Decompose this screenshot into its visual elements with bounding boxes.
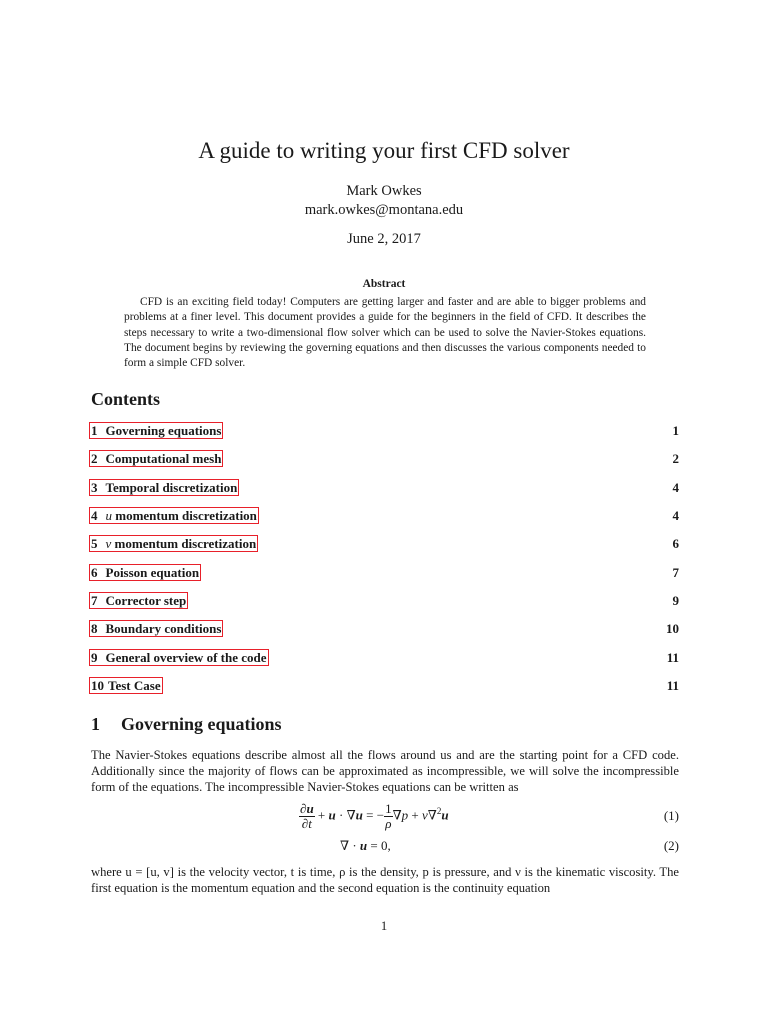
toc-row (89, 649, 679, 667)
toc-page-number: 6 (672, 536, 679, 551)
page-number: 1 (380, 919, 388, 933)
toc-row (89, 592, 679, 610)
toc-link-general-overview[interactable] (89, 649, 269, 666)
equation-number: (1) (663, 808, 679, 823)
toc-row (89, 479, 679, 497)
toc-link-test-case[interactable] (89, 677, 163, 694)
toc-page-number: 2 (672, 451, 679, 466)
toc-page-number: 10 (666, 621, 679, 636)
toc-number: 8 (91, 621, 98, 636)
author-email: mark.owkes@montana.edu (304, 202, 464, 218)
toc-title-variable: u (105, 508, 112, 523)
toc-title-variable: v (105, 536, 112, 551)
toc-page-number: 4 (672, 480, 679, 495)
body-paragraph: The Navier-Stokes equations describe almost all the flows around us and are the starting point for a CFD code. Additionally since the majority of flows can be approximated as incompressible, we will solve the incompressible form of the equations. The incompressible Navier-Stokes equations can be written as (91, 748, 679, 794)
equation-number: (2) (663, 838, 679, 853)
abstract-text: CFD is an exciting field today! Computers are getting larger and faster and are able to bigger problems and problems at a finer level. This document provides a guide for the beginners in the field of CFD. It describes the steps necessary to write a two-dimensional flow solver which can be used to solve the Navier-Stokes equations. The document begins by reviewing the governing equations and then discusses the various components needed to form a simple CFD solver. (124, 296, 646, 370)
toc-page-number: 9 (672, 593, 679, 608)
toc-page-number: 4 (672, 508, 679, 523)
toc-number: 4 (91, 508, 98, 523)
toc-number: 9 (91, 650, 98, 665)
toc-title: Boundary conditions (105, 621, 222, 636)
contents-heading: Contents (91, 389, 161, 409)
toc-page-number: 7 (672, 565, 679, 580)
toc-title: Poisson equation (105, 565, 200, 580)
section-heading (91, 714, 282, 735)
toc-title: Test Case (108, 678, 161, 693)
toc-number: 10 (91, 678, 104, 693)
toc-link-corrector-step[interactable] (89, 592, 188, 609)
toc-title: Corrector step (105, 593, 187, 608)
toc-link-computational-mesh[interactable] (89, 450, 223, 467)
toc-title: Computational mesh (105, 451, 222, 466)
toc-row (89, 535, 679, 553)
abstract-heading: Abstract (362, 278, 406, 290)
toc-title: momentum discretization (115, 508, 257, 523)
toc-row (89, 450, 679, 468)
paper-date: June 2, 2017 (347, 231, 421, 247)
toc-number: 1 (91, 423, 98, 438)
toc-row (89, 422, 679, 440)
body-paragraph: where u = [u, v] is the velocity vector, t is time, ρ is the density, p is pressure, and ν is the kinematic viscosity. The first equation is the momentum equation and the second equation is the continuity equation (91, 865, 679, 895)
toc-page-number: 11 (666, 650, 679, 665)
toc-row (89, 564, 679, 582)
toc-number: 3 (91, 480, 98, 495)
toc-row (89, 507, 679, 525)
toc-number: 2 (91, 451, 98, 466)
toc-link-u-momentum[interactable] (89, 507, 259, 524)
toc-row (89, 620, 679, 638)
equation-1 (91, 802, 679, 832)
section-number: 1 (91, 714, 100, 734)
toc-link-governing-equations[interactable] (89, 422, 223, 439)
toc-link-v-momentum[interactable] (89, 535, 258, 552)
toc-number: 5 (91, 536, 98, 551)
toc-number: 6 (91, 565, 98, 580)
toc-page-number: 1 (672, 423, 679, 438)
author-name: Mark Owkes (346, 183, 422, 199)
toc-link-boundary-conditions[interactable] (89, 620, 223, 637)
toc-title: momentum discretization (114, 536, 257, 551)
toc-title: Governing equations (105, 423, 222, 438)
equation-2 (91, 834, 679, 864)
toc-row (89, 677, 679, 695)
equation-1-expression: $\frac{\partial u}{\partial t}$ + u · ∇u = − $\frac{1}{\rho}$ ∇p + ν∇$^2$u (300, 801, 449, 831)
paper-title: A guide to writing your first CFD solver (198, 138, 570, 163)
equation-2-expression: ∇ · u = 0, (340, 838, 391, 853)
section-title: Governing equations (121, 714, 282, 734)
toc-number: 7 (91, 593, 98, 608)
toc-title: Temporal discretization (105, 480, 238, 495)
toc-page-number: 11 (666, 678, 679, 693)
toc-link-poisson-equation[interactable] (89, 564, 201, 581)
toc-link-temporal-discretization[interactable] (89, 479, 239, 496)
toc-title: General overview of the code (105, 650, 267, 665)
